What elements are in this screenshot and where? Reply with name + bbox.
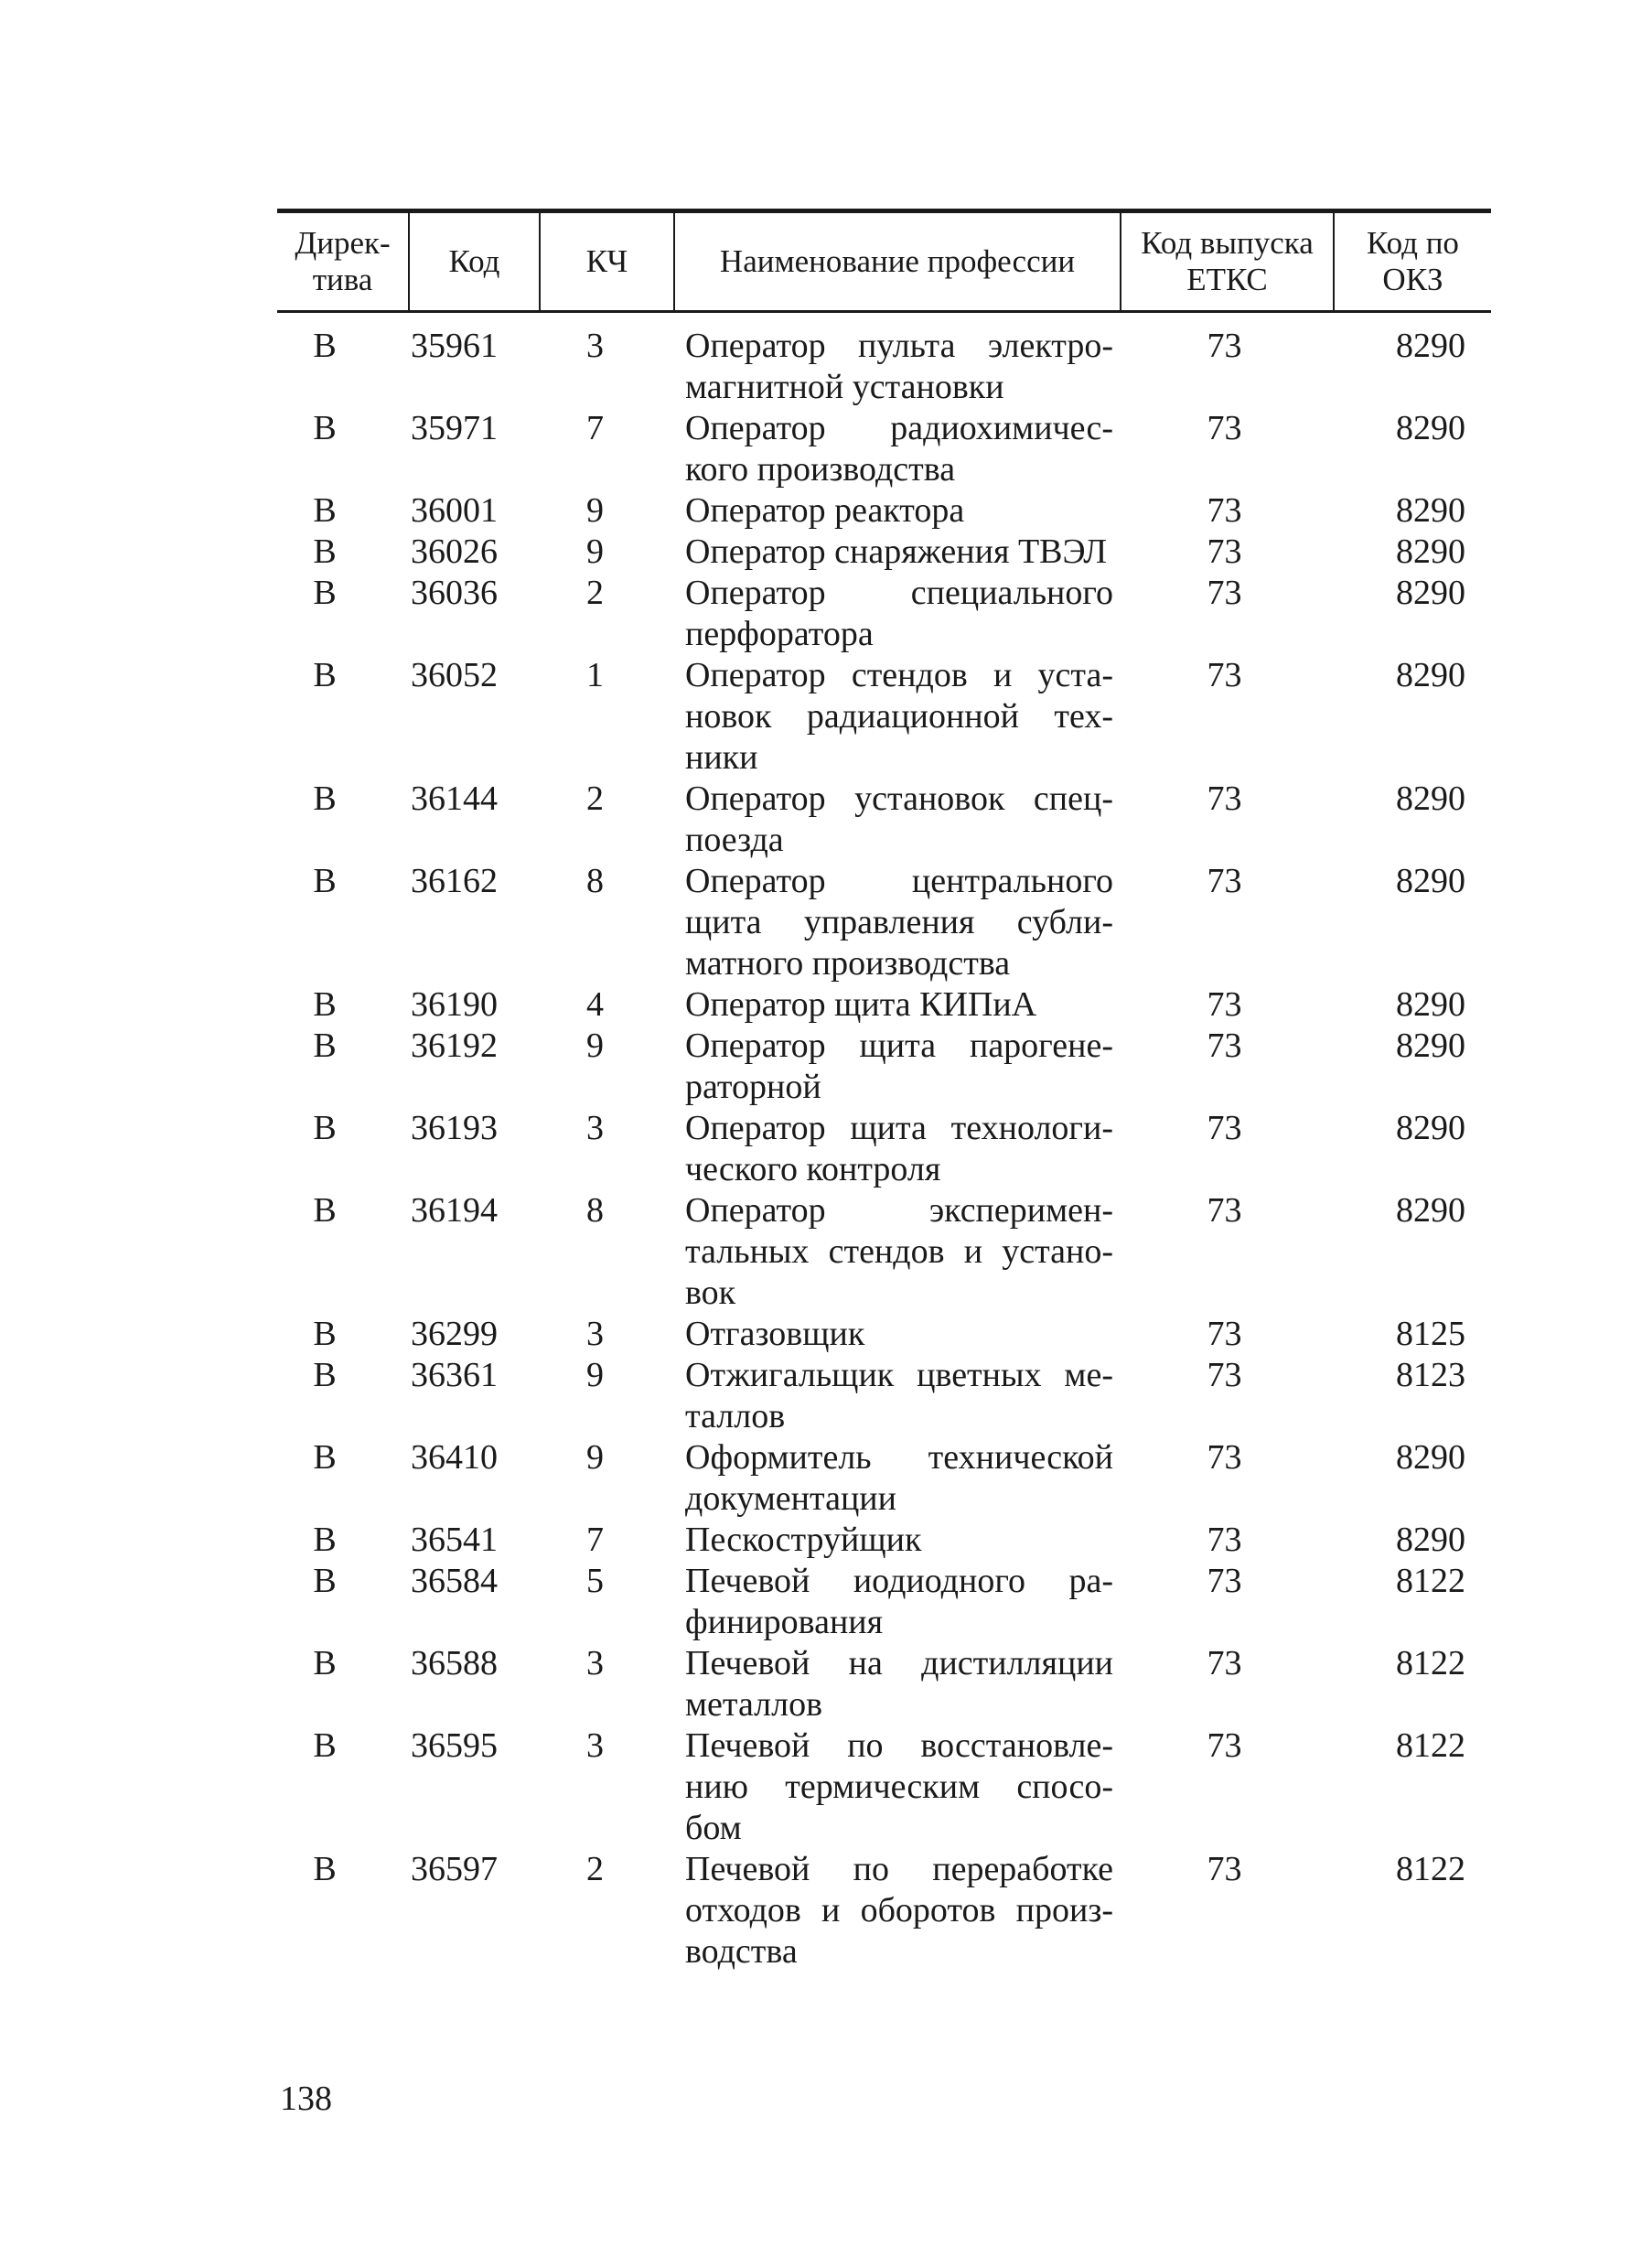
cell-directive: В — [313, 656, 337, 694]
cell-kch: 2 — [586, 574, 604, 612]
cell-okz-code: 8290 — [1396, 491, 1465, 530]
cell-directive: В — [313, 409, 337, 447]
table-row — [277, 490, 1491, 532]
cell-directive: В — [313, 1726, 337, 1765]
cell-code: 36361 — [411, 1356, 498, 1394]
cell-okz-code: 8122 — [1396, 1850, 1465, 1888]
cell-directive: В — [313, 985, 337, 1024]
cell-etks-code: 73 — [1207, 1109, 1242, 1147]
cell-code: 36541 — [411, 1521, 498, 1559]
cell-profession-name: Оператор эксперимен- тальных стендов и устано- вок — [685, 1191, 1113, 1312]
header-etks: Код выпуска ЕТКС — [1121, 211, 1334, 312]
cell-okz-code: 8290 — [1396, 409, 1465, 447]
cell-kch: 7 — [586, 409, 604, 447]
cell-etks-code: 73 — [1207, 1356, 1242, 1394]
cell-kch: 9 — [586, 491, 604, 530]
cell-okz-code: 8123 — [1396, 1356, 1465, 1394]
table-row — [277, 1561, 1491, 1643]
cell-etks-code: 73 — [1207, 1027, 1242, 1065]
cell-okz-code: 8290 — [1396, 1438, 1465, 1477]
cell-etks-code: 73 — [1207, 1850, 1242, 1888]
table-header — [277, 211, 1491, 312]
cell-directive: В — [313, 327, 337, 365]
table-body — [277, 312, 1491, 1973]
table-row — [277, 573, 1491, 655]
cell-etks-code: 73 — [1207, 779, 1242, 818]
header-code: Код — [409, 211, 540, 312]
cell-etks-code: 73 — [1207, 1726, 1242, 1765]
table-row — [277, 1849, 1491, 1972]
cell-profession-name: Печевой на дистилляции металлов — [685, 1644, 1113, 1724]
cell-code: 36194 — [411, 1191, 498, 1230]
cell-profession-name: Оператор центрального щита управления субли- матного производства — [685, 862, 1113, 983]
cell-profession-name: Оператор установок спец- поезда — [685, 779, 1113, 859]
cell-profession-name: Оператор пульта электро- магнитной установки — [685, 327, 1113, 406]
cell-directive: В — [313, 1191, 337, 1230]
cell-profession-name: Оператор щита технологи- ческого контроля — [685, 1109, 1113, 1188]
cell-okz-code: 8290 — [1396, 862, 1465, 900]
cell-kch: 3 — [586, 1315, 604, 1353]
table-row — [277, 984, 1491, 1026]
cell-etks-code: 73 — [1207, 327, 1242, 365]
cell-etks-code: 73 — [1207, 574, 1242, 612]
cell-profession-name: Оператор реактора — [685, 491, 965, 530]
table-row — [277, 861, 1491, 984]
cell-directive: В — [313, 1109, 337, 1147]
table-row — [277, 1643, 1491, 1725]
table-row — [277, 779, 1491, 861]
cell-code: 36584 — [411, 1562, 498, 1600]
header-row — [277, 211, 1491, 312]
cell-code: 36299 — [411, 1315, 498, 1353]
cell-code: 36190 — [411, 985, 498, 1024]
cell-profession-name: Оператор щита парогене- раторной — [685, 1027, 1113, 1106]
cell-okz-code: 8290 — [1396, 985, 1465, 1024]
cell-directive: В — [313, 1850, 337, 1888]
cell-code: 36597 — [411, 1850, 498, 1888]
cell-profession-name: Пескоструйщик — [685, 1521, 922, 1559]
table-row — [277, 312, 1491, 409]
cell-etks-code: 73 — [1207, 985, 1242, 1024]
cell-kch: 9 — [586, 532, 604, 571]
cell-code: 36001 — [411, 491, 498, 530]
cell-directive: В — [313, 1438, 337, 1477]
cell-kch: 3 — [586, 1726, 604, 1765]
cell-code: 35961 — [411, 327, 498, 365]
header-directive: Дирек- тива — [277, 211, 409, 312]
cell-code: 36192 — [411, 1027, 498, 1065]
cell-code: 36595 — [411, 1726, 498, 1765]
cell-okz-code: 8290 — [1396, 656, 1465, 694]
cell-kch: 5 — [586, 1562, 604, 1600]
cell-okz-code: 8290 — [1396, 327, 1465, 365]
table-row — [277, 532, 1491, 573]
cell-etks-code: 73 — [1207, 409, 1242, 447]
header-kch: КЧ — [540, 211, 674, 312]
cell-profession-name: Печевой по переработке отходов и оборотов произ- водства — [685, 1850, 1113, 1971]
cell-code: 36026 — [411, 532, 498, 571]
cell-kch: 2 — [586, 779, 604, 818]
cell-directive: В — [313, 1521, 337, 1559]
table-row — [277, 655, 1491, 779]
professions-table — [277, 209, 1491, 1972]
cell-directive: В — [313, 574, 337, 612]
cell-profession-name: Печевой по восстановле- нию термическим спосо- бом — [685, 1726, 1113, 1847]
table-row — [277, 1190, 1491, 1314]
cell-okz-code: 8290 — [1396, 532, 1465, 571]
cell-okz-code: 8290 — [1396, 779, 1465, 818]
cell-code: 36162 — [411, 862, 498, 900]
cell-directive: В — [313, 1644, 337, 1682]
table-row — [277, 1314, 1491, 1355]
cell-kch: 9 — [586, 1438, 604, 1477]
cell-profession-name: Оформитель технической документации — [685, 1438, 1113, 1518]
table-row — [277, 1108, 1491, 1190]
cell-kch: 1 — [586, 656, 604, 694]
header-okz: Код по ОКЗ — [1334, 211, 1491, 312]
cell-directive: В — [313, 862, 337, 900]
cell-kch: 8 — [586, 862, 604, 900]
cell-okz-code: 8125 — [1396, 1315, 1465, 1353]
table-row — [277, 1437, 1491, 1520]
cell-directive: В — [313, 1315, 337, 1353]
cell-code: 35971 — [411, 409, 498, 447]
table-row — [277, 1725, 1491, 1849]
cell-profession-name: Оператор щита КИПиА — [685, 985, 1037, 1024]
cell-okz-code: 8290 — [1396, 1191, 1465, 1230]
cell-kch: 2 — [586, 1850, 604, 1888]
cell-etks-code: 73 — [1207, 1315, 1242, 1353]
cell-code: 36410 — [411, 1438, 498, 1477]
cell-okz-code: 8290 — [1396, 574, 1465, 612]
cell-profession-name: Оператор специального перфоратора — [685, 574, 1113, 653]
cell-profession-name: Отгазовщик — [685, 1315, 865, 1353]
cell-kch: 4 — [586, 985, 604, 1024]
cell-code: 36588 — [411, 1644, 498, 1682]
page-number: 138 — [280, 2080, 332, 2118]
cell-kch: 3 — [586, 327, 604, 365]
cell-profession-name: Оператор стендов и уста- новок радиационной тех- ники — [685, 656, 1113, 777]
cell-code: 36052 — [411, 656, 498, 694]
cell-kch: 3 — [586, 1109, 604, 1147]
cell-okz-code: 8290 — [1396, 1521, 1465, 1559]
cell-directive: В — [313, 532, 337, 571]
cell-kch: 3 — [586, 1644, 604, 1682]
cell-kch: 9 — [586, 1027, 604, 1065]
cell-directive: В — [313, 1562, 337, 1600]
cell-etks-code: 73 — [1207, 1438, 1242, 1477]
cell-etks-code: 73 — [1207, 862, 1242, 900]
cell-etks-code: 73 — [1207, 1644, 1242, 1682]
cell-directive: В — [313, 1356, 337, 1394]
cell-etks-code: 73 — [1207, 1562, 1242, 1600]
cell-etks-code: 73 — [1207, 1191, 1242, 1230]
header-name: Наименование профессии — [674, 211, 1121, 312]
cell-profession-name: Печевой иодиодного ра- финирования — [685, 1562, 1113, 1641]
cell-profession-name: Отжигальщик цветных ме- таллов — [685, 1356, 1113, 1435]
table-row — [277, 1355, 1491, 1437]
cell-okz-code: 8290 — [1396, 1109, 1465, 1147]
cell-directive: В — [313, 491, 337, 530]
cell-okz-code: 8122 — [1396, 1644, 1465, 1682]
cell-kch: 8 — [586, 1191, 604, 1230]
cell-etks-code: 73 — [1207, 491, 1242, 530]
cell-okz-code: 8122 — [1396, 1726, 1465, 1765]
cell-kch: 9 — [586, 1356, 604, 1394]
cell-profession-name: Оператор снаряжения ТВЭЛ — [685, 532, 1107, 571]
table-row — [277, 408, 1491, 490]
cell-etks-code: 73 — [1207, 656, 1242, 694]
cell-directive: В — [313, 1027, 337, 1065]
cell-code: 36193 — [411, 1109, 498, 1147]
cell-okz-code: 8290 — [1396, 1027, 1465, 1065]
cell-code: 36036 — [411, 574, 498, 612]
cell-etks-code: 73 — [1207, 1521, 1242, 1559]
table-row — [277, 1520, 1491, 1561]
cell-etks-code: 73 — [1207, 532, 1242, 571]
cell-profession-name: Оператор радиохимичес- кого производства — [685, 409, 1113, 489]
cell-okz-code: 8122 — [1396, 1562, 1465, 1600]
cell-kch: 7 — [586, 1521, 604, 1559]
table-row — [277, 1026, 1491, 1108]
cell-directive: В — [313, 779, 337, 818]
cell-code: 36144 — [411, 779, 498, 818]
